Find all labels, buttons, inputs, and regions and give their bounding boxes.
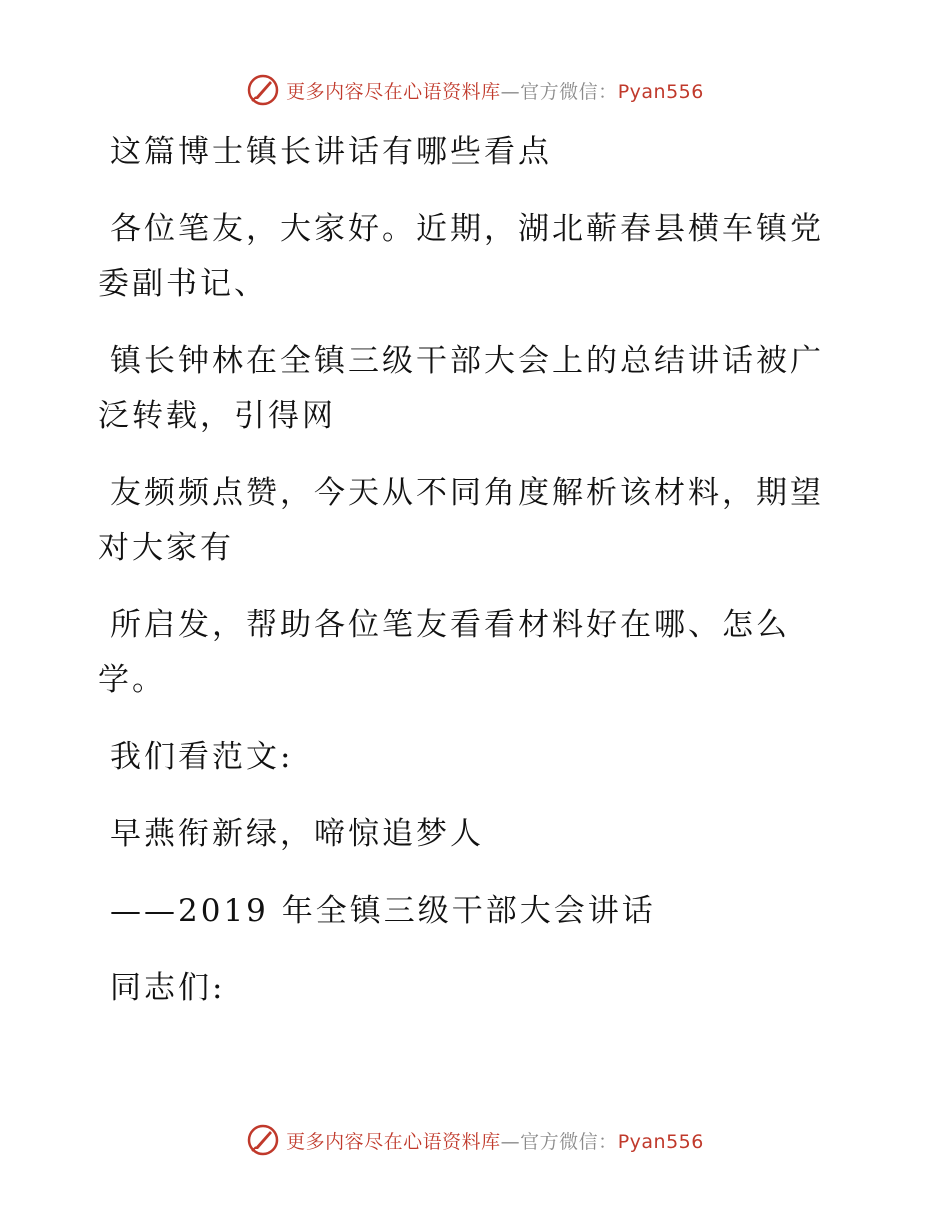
paragraph: 我们看范文: [110,739,294,775]
banner-dash: — [500,1130,521,1153]
document-body [98,125,838,1038]
paragraph: ——2019 年全镇三级干部大会讲话 [110,893,656,929]
paragraph: 早燕衔新绿，啼惊追梦人 [110,816,484,852]
banner-brand: 更多内容尽在心语资料库 [286,80,501,103]
banner-brand: 更多内容尽在心语资料库 [286,1130,501,1153]
quill-logo-icon [246,73,280,107]
paragraph: 各位笔友，大家好。近期，湖北蕲春县横车镇党委副书记、 [98,211,824,302]
banner-handle: Pyan556 [617,1130,704,1153]
banner-text [286,1127,704,1154]
paragraph: 友频频点赞，今天从不同角度解析该材料，期望对大家有 [98,475,824,566]
paragraph: 镇长钟林在全镇三级干部大会上的总结讲话被广泛转载，引得网 [98,343,824,434]
banner-text [286,77,704,104]
paragraph: 同志们: [110,970,226,1006]
banner-handle: Pyan556 [617,80,704,103]
banner-dash: — [500,80,521,103]
banner-official: 官方微信： [520,1130,618,1153]
footer-banner [0,1120,950,1160]
document-title: 这篇博士镇长讲话有哪些看点 [110,134,552,170]
paragraph: 所启发，帮助各位笔友看看材料好在哪、怎么学。 [98,607,790,698]
header-banner [0,70,950,110]
banner-official: 官方微信： [520,80,618,103]
quill-logo-icon [246,1123,280,1157]
